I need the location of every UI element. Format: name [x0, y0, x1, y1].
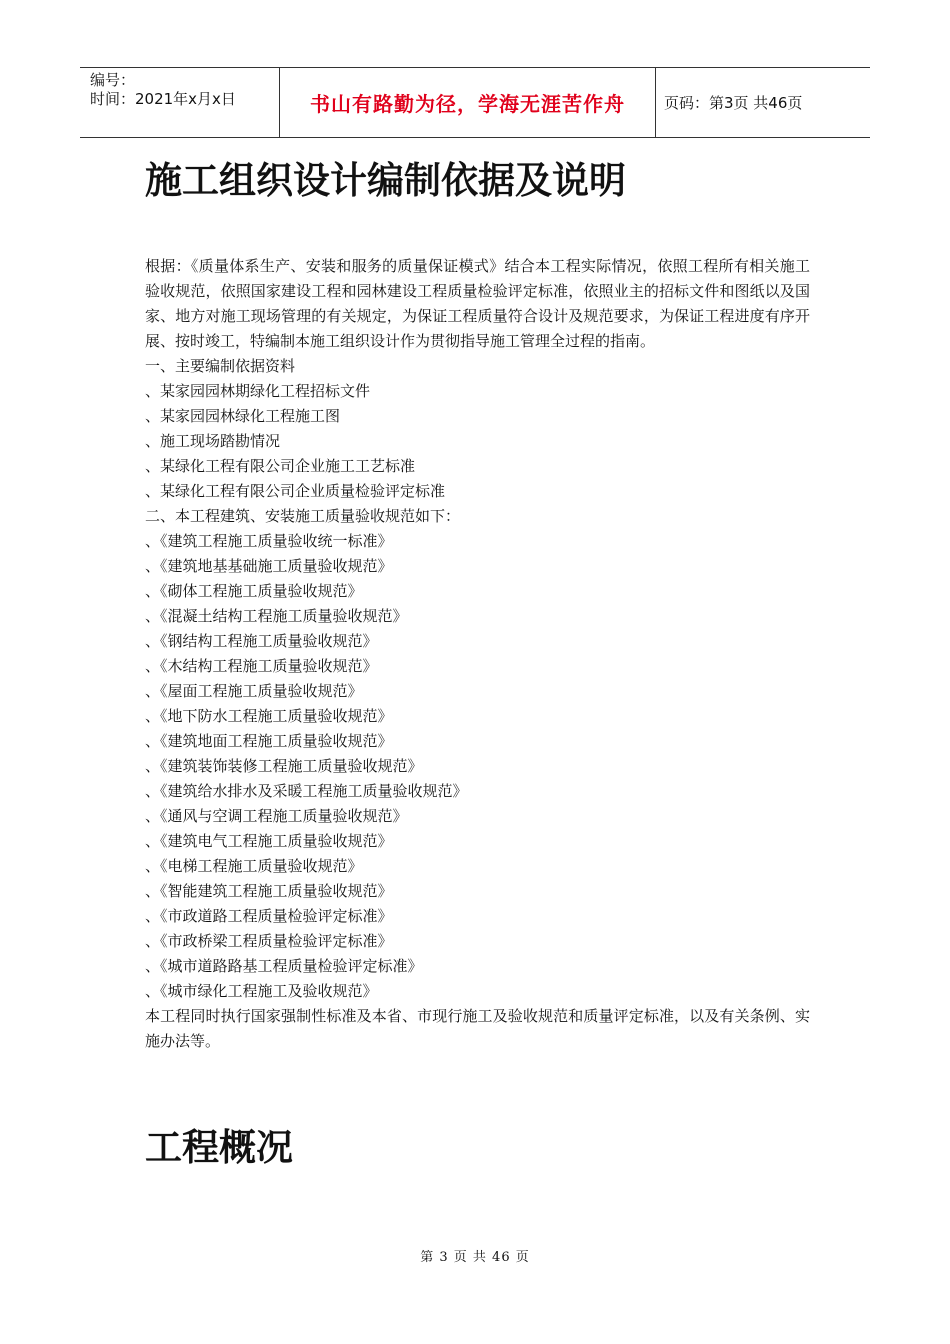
basis-list-item: 、某家园园林绿化工程施工图: [145, 407, 341, 425]
document-number-label: 编号：: [90, 71, 136, 89]
standards-list-item: 、《城市绿化工程施工及验收规范》: [145, 982, 378, 1000]
standards-list-item: 、《市政桥梁工程质量检验评定标准》: [145, 932, 393, 950]
basis-list: [145, 379, 810, 504]
standards-heading: 二、本工程建筑、安装施工质量验收规范如下：: [145, 507, 461, 525]
document-body: [145, 254, 810, 1054]
standards-list-item: 、《砌体工程施工质量验收规范》: [145, 582, 363, 600]
basis-list-item: 、某家园园林期绿化工程招标文件: [145, 382, 371, 400]
intro-paragraph: 根据：《质量体系生产、安装和服务的质量保证模式》结合本工程实际情况，依照工程所有相关施工验收规范，依照国家建设工程和园林建设工程质量检验评定标准，依照业主的招标文件和图纸以及国家、地方对施工现场管理的有关规定，为保证工程质量符合设计及规范要求，为保证工程进度有序开展、按时竣工，特编制本施工组织设计作为贯彻指导施工管理全过程的指南。: [145, 257, 810, 350]
standards-list: [145, 529, 810, 1004]
standards-list-item: 、《建筑地基基础施工质量验收规范》: [145, 557, 393, 575]
standards-list-item: 、《地下防水工程施工质量验收规范》: [145, 707, 393, 725]
header-page-number: 页码：第3页 共46页: [664, 94, 803, 112]
basis-list-item: 、某绿化工程有限公司企业质量检验评定标准: [145, 482, 446, 500]
standards-list-item: 、《建筑地面工程施工质量验收规范》: [145, 732, 393, 750]
standards-list-item: 、《钢结构工程施工质量验收规范》: [145, 632, 378, 650]
basis-list-item: 、某绿化工程有限公司企业施工工艺标准: [145, 457, 416, 475]
standards-list-item: 、《建筑装饰装修工程施工质量验收规范》: [145, 757, 423, 775]
standards-list-item: 、《城市道路路基工程质量检验评定标准》: [145, 957, 423, 975]
header-meta: [80, 68, 280, 137]
document-date-label: 时间：2021年x月x日: [90, 90, 236, 108]
standards-list-item: 、《建筑给水排水及采暖工程施工质量验收规范》: [145, 782, 468, 800]
standards-list-item: 、《混凝土结构工程施工质量验收规范》: [145, 607, 408, 625]
basis-heading: 一、主要编制依据资料: [145, 357, 296, 375]
page-header: [80, 67, 870, 138]
section-title-basis: 施工组织设计编制依据及说明: [145, 159, 626, 202]
standards-list-item: 、《市政道路工程质量检验评定标准》: [145, 907, 393, 925]
standards-list-item: 、《电梯工程施工质量验收规范》: [145, 857, 363, 875]
standards-list-item: 、《木结构工程施工质量验收规范》: [145, 657, 378, 675]
standards-list-item: 、《通风与空调工程施工质量验收规范》: [145, 807, 408, 825]
standards-list-item: 、《建筑工程施工质量验收统一标准》: [145, 532, 393, 550]
standards-list-item: 、《屋面工程施工质量验收规范》: [145, 682, 363, 700]
standards-list-item: 、《建筑电气工程施工质量验收规范》: [145, 832, 393, 850]
closing-paragraph: 本工程同时执行国家强制性标准及本省、市现行施工及验收规范和质量评定标准，以及有关条例、实施办法等。: [145, 1007, 810, 1050]
page-footer: 第 3 页 共 46 页: [420, 1250, 530, 1265]
section-title-overview: 工程概况: [145, 1126, 293, 1169]
standards-list-item: 、《智能建筑工程施工质量验收规范》: [145, 882, 393, 900]
header-motto: 书山有路勤为径，学海无涯苦作舟: [280, 68, 656, 137]
basis-list-item: 、施工现场踏勘情况: [145, 432, 281, 450]
